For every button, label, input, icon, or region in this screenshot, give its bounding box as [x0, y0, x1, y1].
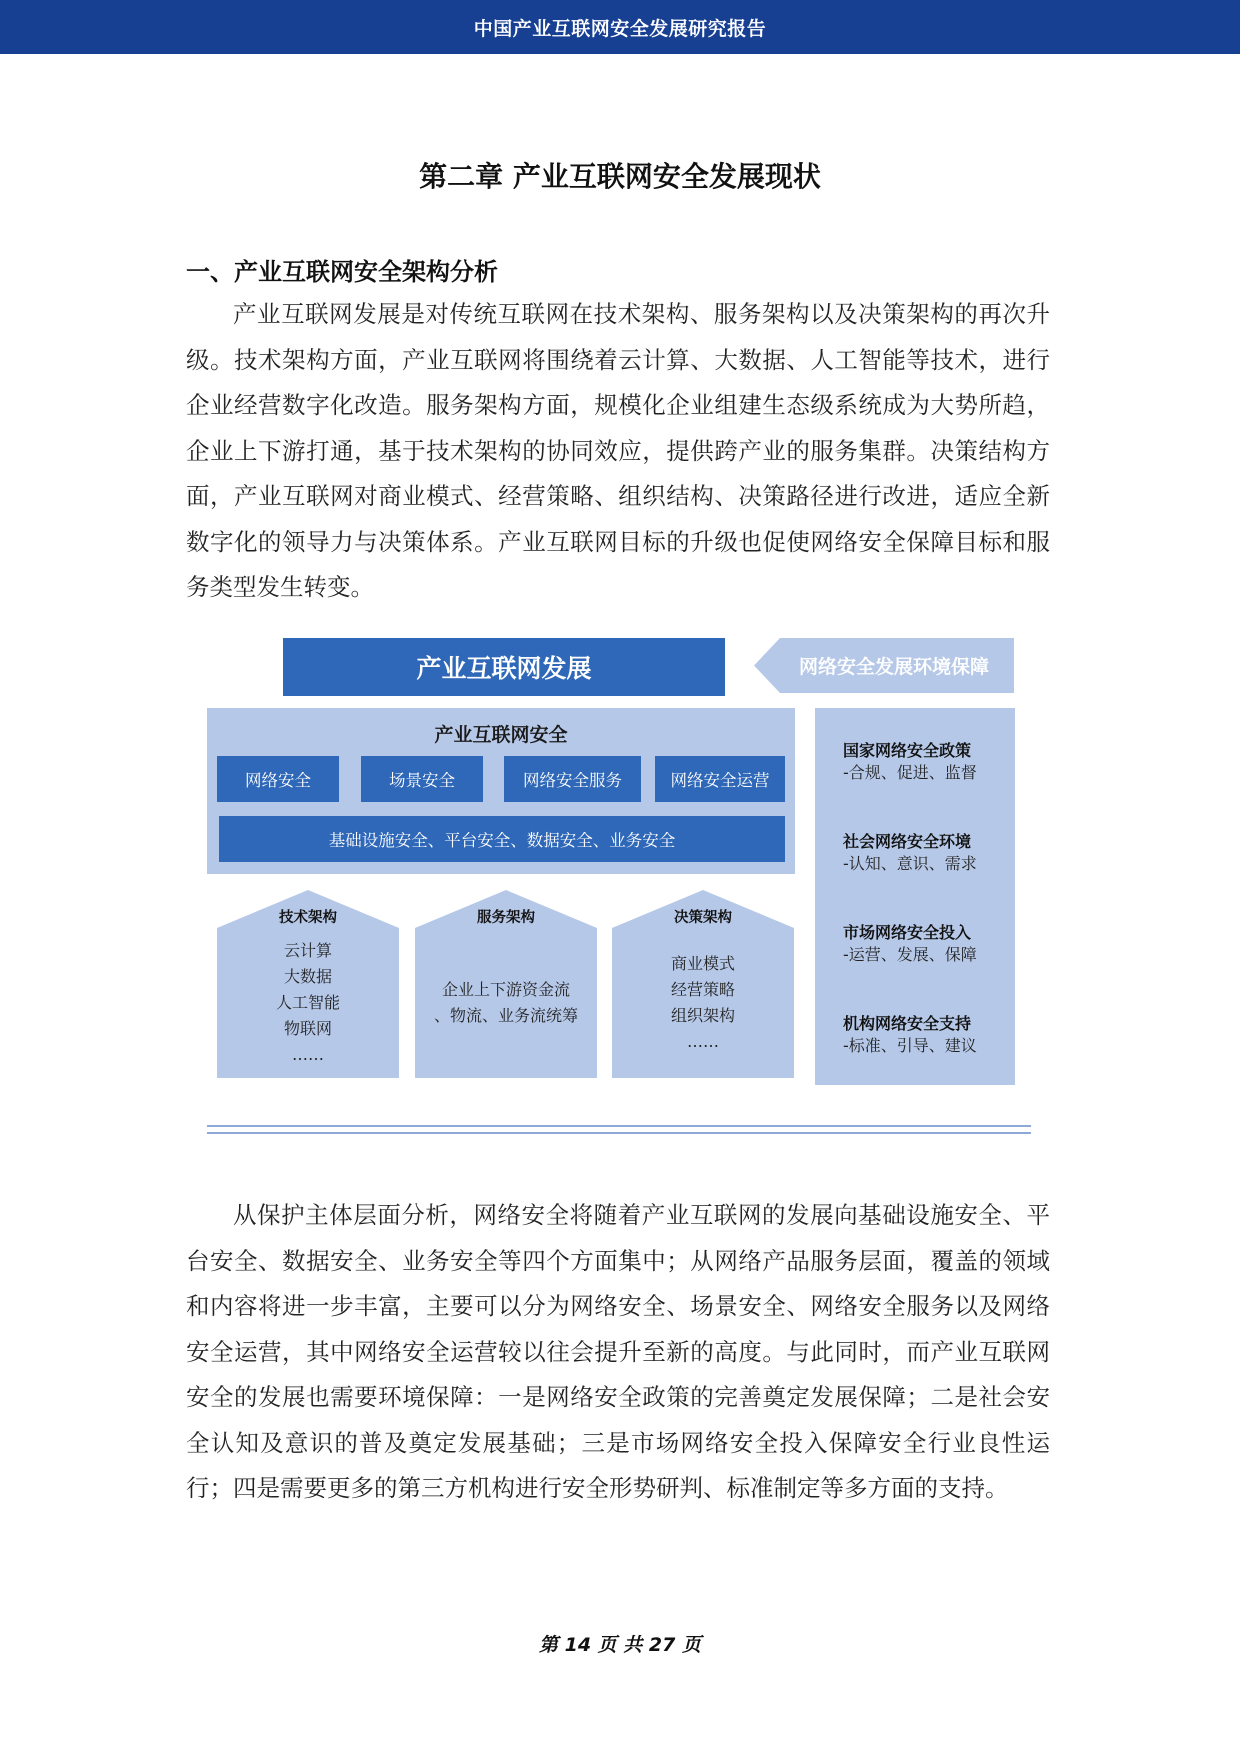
pillar-line: 物联网 [283, 1019, 332, 1038]
pillar-line: …… [687, 1032, 719, 1051]
env-item-title: 市场网络安全投入 [843, 923, 972, 942]
env-item-sub: -标准、引导、建议 [843, 1036, 977, 1055]
pillar-title: 服务架构 [477, 910, 535, 926]
pillar-line: 云计算 [283, 941, 332, 960]
security-item-service: 网络安全服务 [504, 756, 641, 802]
pillar-title: 技术架构 [279, 910, 337, 926]
development-bar: 产业互联网发展 [283, 638, 725, 696]
environment-arrow [754, 638, 1014, 693]
security-panel-title: 产业互联网安全 [434, 724, 568, 746]
figure-divider-top [207, 1125, 1031, 1127]
foundation-bar: 基础设施安全、平台安全、数据安全、业务安全 [219, 816, 785, 862]
section-heading: 一、产业互联网安全架构分析 [186, 258, 498, 286]
pillar-line: 企业上下游资金流 [441, 980, 570, 999]
pillar-tech [217, 890, 399, 1083]
chapter-title: 第二章 产业互联网安全发展现状 [419, 160, 821, 193]
paragraph-intro: 产业互联网发展是对传统互联网在技术架构、服务架构以及决策架构的再次升级。技术架构方面，产业互联网将围绕着云计算、大数据、人工智能等技术，进行企业经营数字化改造。服务架构方面，规模化企业组建生态级系统成为大势所趋，企业上下游打通，基于技术架构的协同效应，提供跨产业的服务集群。决策结构方面，产业互联网对商业模式、经营策略、组织结构、决策路径进行改进，适应全新数字化的领导力与决策体系。产业互联网目标的升级也促使网络安全保障目标和服务类型发生转变。 [186, 300, 1050, 601]
top-banner [0, 0, 1240, 54]
environment-arrow-label: 网络安全发展环境保障 [798, 656, 989, 678]
pillar-line: 大数据 [283, 967, 332, 986]
figure-divider-bottom [207, 1132, 1031, 1134]
env-item-title: 机构网络安全支持 [843, 1014, 972, 1033]
security-item-network: 网络安全 [217, 756, 339, 802]
pillar-body [612, 928, 794, 1078]
pillar-service [415, 890, 597, 1083]
security-panel [207, 708, 795, 874]
pillar-line: 经营策略 [670, 980, 735, 999]
banner-title: 中国产业互联网安全发展研究报告 [473, 17, 767, 40]
pillar-line: 组织架构 [670, 1006, 735, 1025]
env-item [843, 740, 1013, 784]
pillar-line: 、物流、业务流统筹 [433, 1006, 578, 1025]
pillar-line: 商业模式 [670, 954, 735, 973]
pillar-body [415, 928, 597, 1078]
env-item [843, 1013, 1013, 1057]
env-item-title: 社会网络安全环境 [843, 832, 972, 851]
paragraph-analysis: 从保护主体层面分析，网络安全将随着产业互联网的发展向基础设施安全、平台安全、数据安全、业务安全等四个方面集中；从网络产品服务层面，覆盖的领域和内容将进一步丰富，主要可以分为网络安全、场景安全、网络安全服务以及网络安全运营，其中网络安全运营较以往会提升至新的高度。与此同时，而产业互联网安全的发展也需要环境保障：一是网络安全政策的完善奠定发展保障；二是社会安全认知及意识的普及奠定发展基础；三是市场网络安全投入保障安全行业良性运行；四是需要更多的第三方机构进行安全形势研判、标准制定等多方面的支持。 [186, 1201, 1050, 1502]
pillar-title: 决策架构 [674, 910, 732, 926]
pillar-body [217, 928, 399, 1078]
env-item-sub: -运营、发展、保障 [843, 945, 977, 964]
env-item-title: 国家网络安全政策 [843, 741, 972, 760]
env-item-sub: -认知、意识、需求 [843, 854, 977, 873]
environment-panel [815, 708, 1015, 1085]
env-item [843, 831, 1013, 875]
security-item-operation: 网络安全运营 [655, 756, 785, 802]
page-number: 第 14 页 共 27 页 [539, 1634, 701, 1656]
env-item [843, 922, 1013, 966]
pillar-decision [612, 890, 794, 1083]
env-item-sub: -合规、促进、监督 [843, 763, 977, 782]
pillar-line: …… [292, 1045, 324, 1064]
pillar-line: 人工智能 [275, 993, 340, 1012]
security-item-scene: 场景安全 [361, 756, 483, 802]
